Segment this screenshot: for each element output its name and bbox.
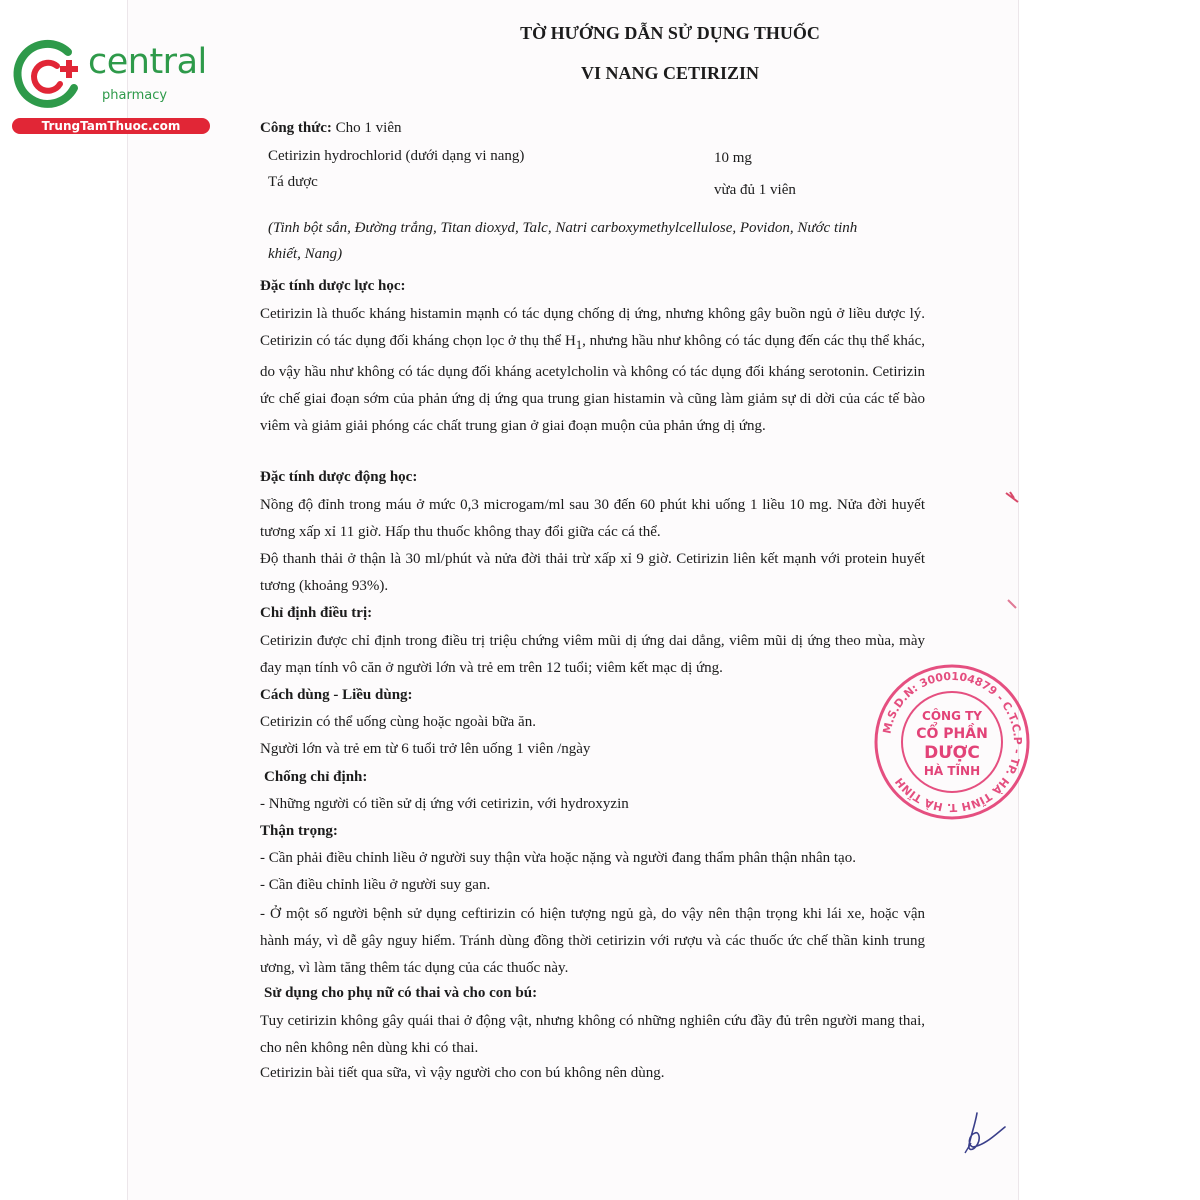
precautions-line-3: - Ở một số người bệnh sử dụng ceftirizin có hiện tượng ngủ gà, do vậy nên thận trọng khi lái xe, hoặc vận hành máy, vì dễ gây nguy hiểm. Tránh dùng đồng thời cetirizin với rượu và các thuốc ức chế thần kinh trung ương, vì làm tăng thêm tác dụng của các thuốc này. [260, 906, 925, 976]
company-seal-stamp [872, 662, 1032, 822]
excipient-name: Tá dược [268, 174, 318, 190]
pharmacodynamics-text-part2: , nhưng hầu như không có tác dụng đến các thụ thể khác, do vậy hầu như không có tác dụng đối kháng acetylcholin và không có tác dụng đối kháng serotonin. Cetirizin ức chế giai đoạn sớm của phản ứng dị ứng qua trung gian histamin và cũng làm giảm sự di dời của các tế bào viêm và giảm giải phóng các chất trung gian ở giai đoạn muộn của phản ứng dị ứng. [260, 333, 925, 434]
pregnancy-paragraph-1: Tuy cetirizin không gây quái thai ở động vật, nhưng không có những nghiên cứu đầy đủ trên người mang thai, cho nên không nên dùng khi có thai. [260, 1013, 925, 1056]
formula-heading-line [260, 118, 402, 138]
precautions-line-1: - Cần phải điều chỉnh liều ở người suy thận vừa hoặc nặng và người đang thẩm phân thận nhân tạo. [260, 850, 856, 866]
stamp-line-2: CỔ PHẦN [916, 726, 988, 742]
excipient-amount: vừa đủ 1 viên [714, 182, 796, 198]
edge-mark-icon [1004, 596, 1022, 612]
precautions-heading: Thận trọng: [260, 823, 338, 839]
stamp-ring-text: M.S.D.N: 3000104879 - C.T.C.P - TP. HÀ TĨNH T. HÀ TĨNH [880, 669, 1025, 815]
pharmacokinetics-heading: Đặc tính dược động học: [260, 469, 418, 485]
dosage-line-1: Cetirizin có thể uống cùng hoặc ngoài bữa ăn. [260, 714, 536, 730]
pregnancy-heading: Sử dụng cho phụ nữ có thai và cho con bú: [264, 985, 538, 1001]
document-title: TỜ HƯỚNG DẪN SỬ DỤNG THUỐC [520, 23, 820, 43]
contraindications-heading: Chống chỉ định: [264, 769, 368, 785]
product-title: VI NANG CETIRIZIN [580, 63, 760, 83]
logo-name: central [88, 42, 207, 82]
excipient-list: (Tinh bột sắn, Đường trắng, Titan dioxyd, Talc, Natri carboxymethylcellulose, Povidon, Nước tinh khiết, Nang) [268, 220, 858, 262]
formula-heading: Công thức: [260, 120, 332, 136]
dosage-line-2: Người lớn và trẻ em từ 6 tuổi trở lên uống 1 viên /ngày [260, 741, 591, 757]
pharmacodynamics-paragraph [260, 301, 925, 440]
pharmacodynamics-text-part1: Cetirizin là thuốc kháng histamin mạnh có tác dụng chống dị ứng, nhưng không gây buồn ngủ ở liều dược lý. Cetirizin có tác dụng đối kháng chọn lọc ở thụ thể H [260, 306, 925, 349]
pharmacokinetics-paragraph-2: Độ thanh thải ở thận là 30 ml/phút và nửa đời thải trừ xấp xỉ 9 giờ. Cetirizin liên kết mạnh với protein huyết tương (khoảng 93%). [260, 551, 925, 594]
formula-heading-suffix: Cho 1 viên [335, 120, 402, 136]
pharmacodynamics-heading: Đặc tính dược lực học: [260, 278, 406, 294]
pharmacokinetics-paragraph-1: Nồng độ đỉnh trong máu ở mức 0,3 microgam/ml sau 30 đến 60 phút khi uống 1 liều 10 mg. Nửa đời huyết tương xấp xỉ 11 giờ. Hấp thu thuốc không thay đổi giữa các cá thể. [260, 497, 925, 540]
stamp-line-4: HÀ TĨNH [923, 764, 981, 778]
contraindications-line-1: - Những người có tiền sử dị ứng với cetirizin, với hydroxyzin [260, 796, 629, 812]
ingredient-name: Cetirizin hydrochlorid (dưới dạng vi nang) [268, 148, 525, 164]
indications-paragraph: Cetirizin được chỉ định trong điều trị triệu chứng viêm mũi dị ứng dai dẳng, viêm mũi dị ứng theo mùa, mày đay mạn tính vô căn ở người lớn và trẻ em trên 12 tuổi; viêm kết mạc dị ứng. [260, 633, 925, 676]
logo-subtitle: pharmacy [102, 88, 168, 103]
indications-heading: Chỉ định điều trị: [260, 605, 373, 621]
stamp-line-3: DƯỢC [924, 743, 980, 763]
stamp-line-1: CÔNG TY [922, 709, 982, 723]
edge-mark-icon [1004, 490, 1022, 506]
logo-website[interactable]: TrungTamThuoc.com [12, 118, 210, 134]
dosage-heading: Cách dùng - Liều dùng: [260, 687, 413, 703]
ingredient-amount: 10 mg [714, 150, 752, 166]
central-pharmacy-logo[interactable] [10, 38, 215, 138]
receptor-subscript: 1 [575, 338, 583, 352]
precautions-line-2: - Cần điều chỉnh liều ở người suy gan. [260, 877, 491, 893]
pregnancy-paragraph-2: Cetirizin bài tiết qua sữa, vì vậy người cho con bú không nên dùng. [260, 1065, 665, 1081]
central-pharmacy-emblem-icon [10, 38, 90, 116]
signature-icon [955, 1105, 1010, 1160]
